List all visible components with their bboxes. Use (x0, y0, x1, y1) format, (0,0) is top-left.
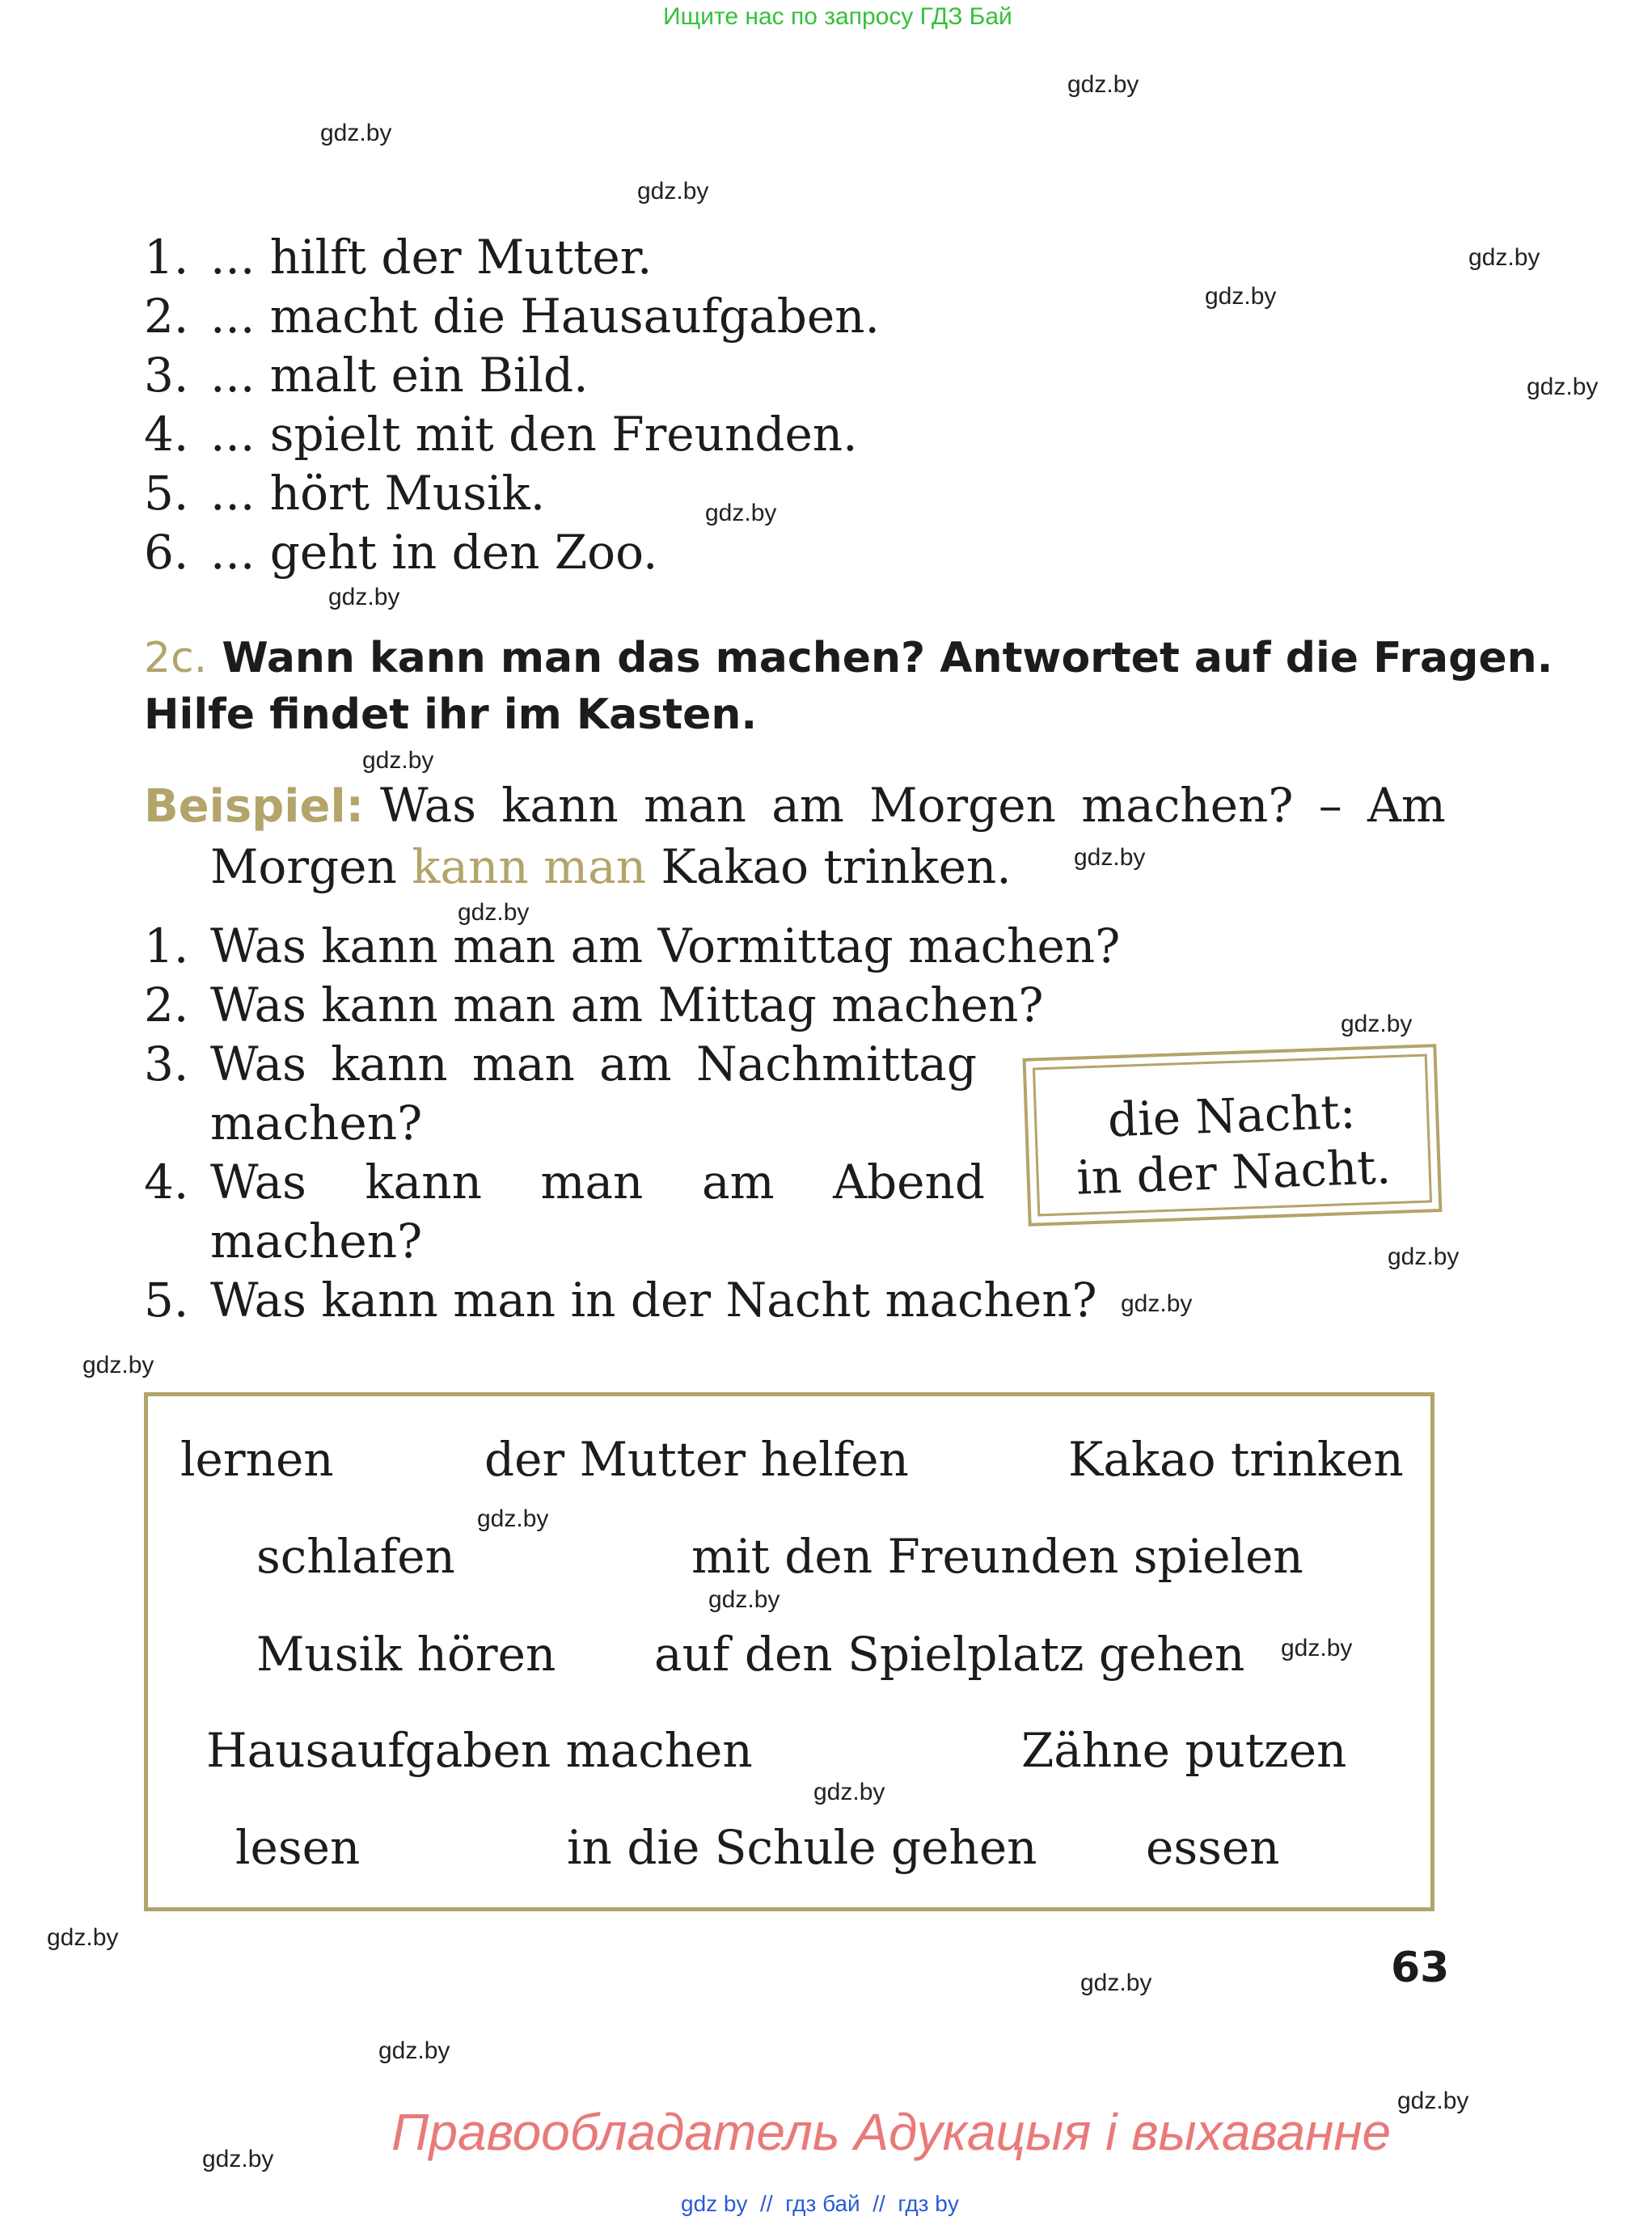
watermark: gdz.by (813, 1779, 885, 1805)
task-number: 2c. (144, 634, 208, 682)
question-4 (144, 1155, 985, 1210)
watermark: gdz.by (637, 178, 709, 205)
word-box-phrase: lesen (235, 1820, 361, 1875)
watermark: gdz.by (477, 1505, 549, 1532)
list-item (144, 466, 545, 521)
question-4-continuation: machen? (210, 1214, 423, 1269)
question-number: 1. (144, 918, 189, 973)
question-word: am (599, 1037, 672, 1091)
word-box-phrase: Kakao trinken (1068, 1432, 1404, 1487)
list-item-text: ... geht in den Zoo. (210, 525, 658, 580)
watermark: gdz.by (1074, 844, 1146, 871)
watermark: gdz.by (705, 500, 777, 526)
list-item-number: 3. (144, 348, 189, 403)
watermark: gdz.by (1067, 71, 1139, 98)
watermark: gdz.by (1281, 1635, 1353, 1661)
hint-box (1023, 1044, 1443, 1226)
list-item (144, 407, 858, 462)
watermark: gdz.by (1205, 283, 1277, 310)
example-word: kann (501, 778, 619, 833)
example-word: Was (380, 778, 476, 833)
example-word: man (644, 778, 746, 833)
watermark: gdz.by (1341, 1011, 1413, 1037)
watermark: gdz.by (202, 2146, 274, 2172)
example-word: am (771, 778, 844, 833)
word-box (144, 1392, 1434, 1911)
example-line-2 (210, 839, 1012, 894)
list-item (144, 348, 589, 403)
list-item (144, 525, 657, 580)
question-3 (144, 1037, 977, 1091)
question-text: Was kann man am Vormittag machen? (210, 918, 1121, 973)
question-word: man (471, 1037, 575, 1091)
example-word: Am (1367, 778, 1446, 833)
word-box-phrase: schlafen (256, 1529, 455, 1584)
example-line-2-end: Kakao trinken. (661, 839, 1012, 894)
question-5 (144, 1273, 1097, 1328)
hint-line-2: in der Nacht. (1075, 1139, 1392, 1205)
watermark: gdz.by (708, 1586, 780, 1613)
question-word: Was (210, 1037, 306, 1091)
example-word: Morgen (869, 778, 1056, 833)
example-line-1 (144, 778, 1446, 833)
list-item-text: ... hört Musik. (210, 466, 546, 521)
question-word: kann (331, 1037, 448, 1091)
example-word: – (1318, 778, 1342, 833)
question-word: am (701, 1155, 775, 1210)
word-box-phrase: Musik hören (256, 1627, 556, 1682)
copyright-notice: Правообладатель Адукацыя і выхаванне (391, 2103, 1392, 2161)
watermark: gdz.by (1080, 1970, 1152, 1996)
list-item-text: ... spielt mit den Freunden. (210, 407, 858, 462)
watermark: gdz.by (1397, 2088, 1469, 2114)
question-word: kann (365, 1155, 482, 1210)
watermark: gdz.by (47, 1924, 119, 1951)
list-item-text: ... hilft der Mutter. (210, 230, 653, 285)
task-instruction-line-1: Wann kann man das machen? Antwortet auf die Fragen. (222, 634, 1553, 682)
question-number: 4. (144, 1155, 189, 1210)
list-item-number: 4. (144, 407, 189, 462)
watermark: gdz.by (320, 120, 392, 146)
watermark: gdz.by (378, 2037, 450, 2064)
example-highlight: kann man (412, 839, 647, 894)
question-text: Was kann man in der Nacht machen? (210, 1273, 1097, 1328)
watermark: gdz.by (1388, 1243, 1460, 1270)
top-banner[interactable]: Ищите нас по запросу ГДЗ Бай (663, 3, 1012, 30)
task-instruction-line-2: Hilfe findet ihr im Kasten. (144, 690, 758, 739)
list-item (144, 230, 653, 285)
question-word: man (540, 1155, 644, 1210)
list-item-text: ... malt ein Bild. (210, 348, 589, 403)
list-item-number: 5. (144, 466, 189, 521)
watermark: gdz.by (328, 584, 400, 610)
question-text: Was kann man am Mittag machen? (210, 977, 1044, 1032)
list-item-number: 1. (144, 230, 189, 285)
watermark: gdz.by (1527, 374, 1599, 400)
question-number: 2. (144, 977, 189, 1032)
list-item-number: 6. (144, 525, 189, 580)
question-number: 3. (144, 1037, 189, 1091)
watermark: gdz.by (1468, 244, 1540, 271)
footer-links[interactable]: gdz by // гдз бай // гдз by (681, 2191, 959, 2216)
example-line-2-start: Morgen (210, 839, 397, 894)
example-label: Beispiel: (144, 780, 365, 833)
word-box-phrase: essen (1146, 1820, 1280, 1875)
watermark: gdz.by (1121, 1290, 1193, 1317)
word-box-phrase: der Mutter helfen (484, 1432, 909, 1487)
list-item-text: ... macht die Hausaufgaben. (210, 289, 880, 344)
hint-line-1: die Nacht: (1106, 1083, 1357, 1148)
question-3-continuation: machen? (210, 1096, 423, 1150)
task-heading (144, 634, 1553, 682)
question-1 (144, 918, 1120, 973)
watermark: gdz.by (362, 747, 434, 774)
page-number: 63 (1391, 1944, 1450, 1992)
word-box-phrase: lernen (180, 1432, 334, 1487)
list-item (144, 289, 880, 344)
word-box-phrase: Zähne putzen (1021, 1723, 1347, 1778)
word-box-phrase: Hausaufgaben machen (206, 1723, 753, 1778)
question-word: Abend (833, 1155, 985, 1210)
question-word: Was (210, 1155, 306, 1210)
word-box-phrase: mit den Freunden spielen (691, 1529, 1303, 1584)
word-box-phrase: in die Schule gehen (567, 1820, 1037, 1875)
question-word: Nachmittag (695, 1037, 977, 1091)
example-word: machen? (1081, 778, 1294, 833)
question-2 (144, 977, 1044, 1032)
watermark: gdz.by (458, 899, 530, 926)
watermark: gdz.by (82, 1352, 154, 1378)
word-box-phrase: auf den Spielplatz gehen (654, 1627, 1245, 1682)
question-number: 5. (144, 1273, 189, 1328)
list-item-number: 2. (144, 289, 189, 344)
